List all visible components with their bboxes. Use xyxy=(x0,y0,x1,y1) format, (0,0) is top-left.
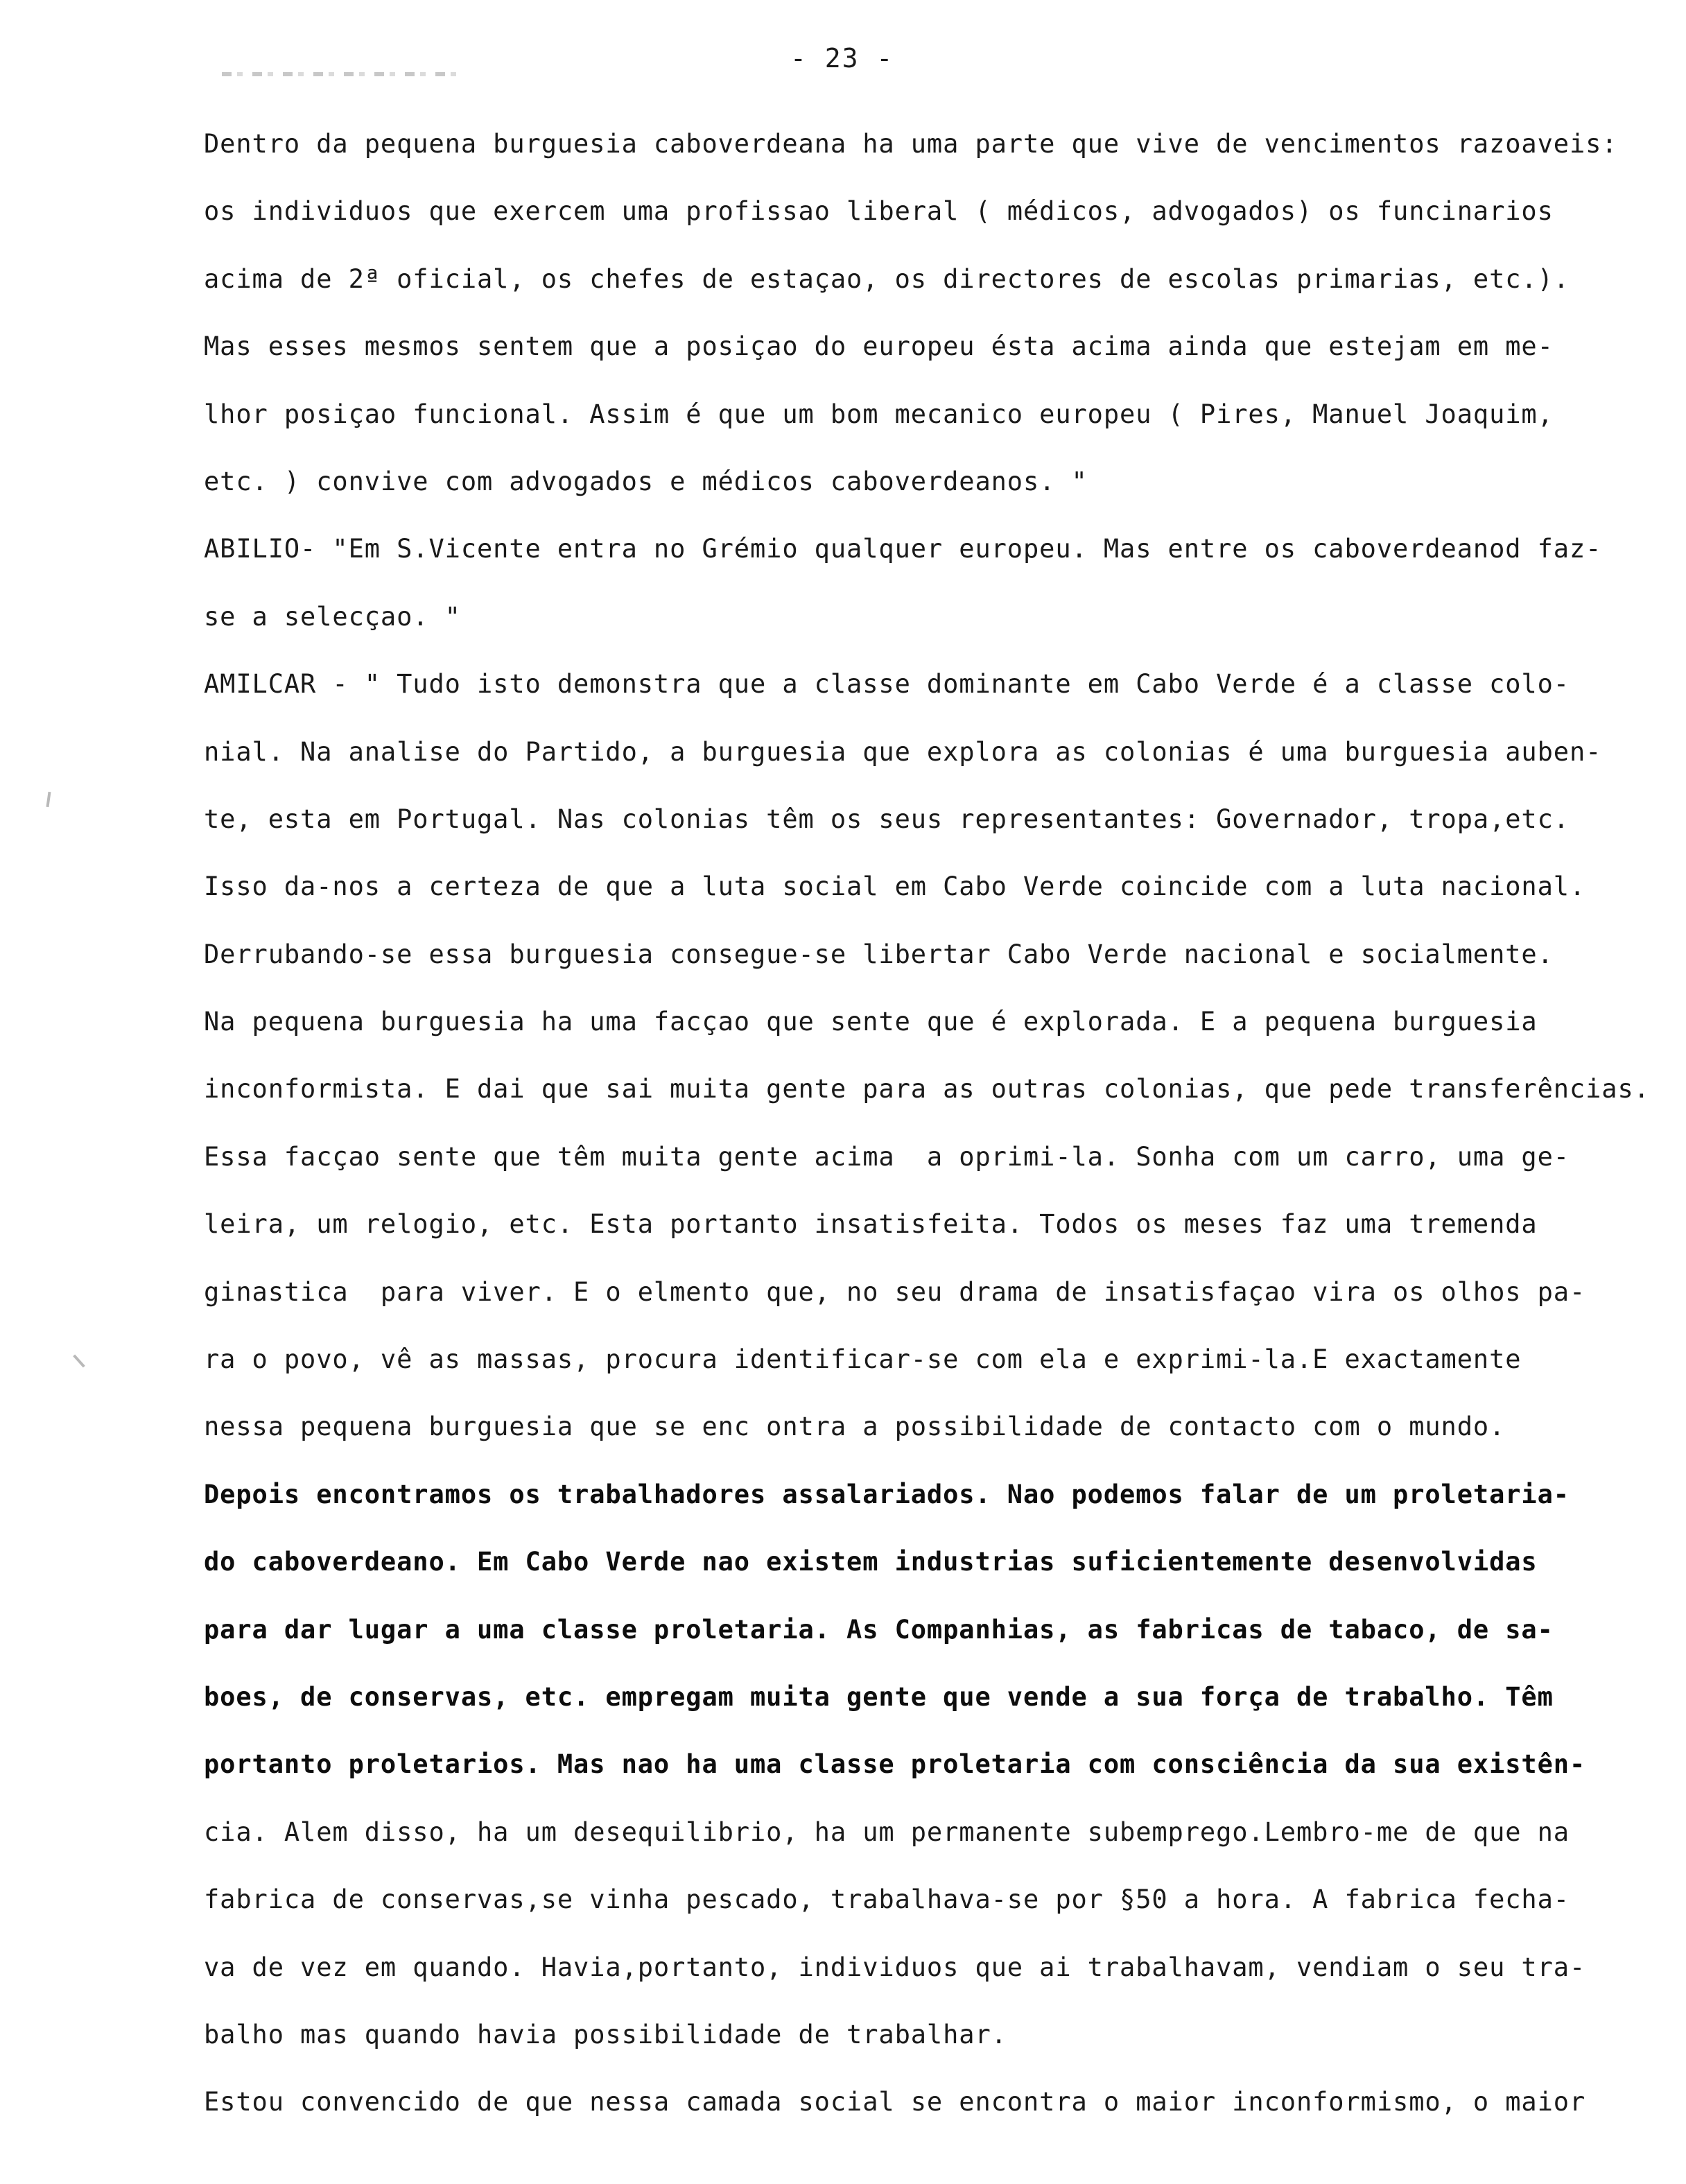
text-line: Na pequena burguesia ha uma facçao que sente que é explorada. E a pequena burguesia xyxy=(204,1007,1538,1037)
text-line: ABILIO- "Em S.Vicente entra no Grémio qualquer europeu. Mas entre os caboverdeanod faz- xyxy=(204,534,1602,564)
text-line: para dar lugar a uma classe proletaria. As Companhias, as fabricas de tabaco, de sa- xyxy=(204,1614,1554,1645)
text-line: boes, de conservas, etc. empregam muita gente que vende a sua força de trabalho. Têm xyxy=(204,1681,1554,1712)
text-line: nessa pequena burguesia que se enc ontra a possibilidade de contacto com o mundo. xyxy=(204,1412,1506,1442)
text-line: acima de 2ª oficial, os chefes de estaçao, os directores de escolas primarias, etc.). xyxy=(204,263,1570,294)
page-number: - 23 - xyxy=(790,43,894,73)
margin-pen-mark xyxy=(73,1354,85,1367)
text-line: te, esta em Portugal. Nas colonias têm os seus representantes: Governador, tropa,etc. xyxy=(204,804,1570,834)
text-line: do caboverdeano. Em Cabo Verde nao existem industrias suficientemente desenvolvidas xyxy=(204,1547,1538,1577)
text-line: Mas esses mesmos sentem que a posiçao do europeu ésta acima ainda que estejam em me- xyxy=(204,331,1554,362)
text-line: Estou convencido de que nessa camada social se encontra o maior inconformismo, o maior xyxy=(204,2087,1586,2117)
text-line: portanto proletarios. Mas nao ha uma classe proletaria com consciência da sua existên- xyxy=(204,1749,1586,1780)
margin-pen-mark xyxy=(46,792,51,807)
text-line: balho mas quando havia possibilidade de trabalhar. xyxy=(204,2019,1007,2049)
text-line: etc. ) convive com advogados e médicos caboverdeanos. " xyxy=(204,466,1088,496)
text-line: leira, um relogio, etc. Esta portanto insatisfeita. Todos os meses faz uma tremenda xyxy=(204,1209,1538,1240)
text-line: inconformista. E dai que sai muita gente para as outras colonias, que pede transferências. xyxy=(204,1074,1650,1104)
text-line: Isso da-nos a certeza de que a luta social em Cabo Verde coincide com a luta nacional. xyxy=(204,872,1586,902)
text-line: os individuos que exercem uma profissao liberal ( médicos, advogados) os funcinarios xyxy=(204,196,1554,227)
text-line: se a selecçao. " xyxy=(204,601,461,632)
text-line: lhor posiçao funcional. Assim é que um bom mecanico europeu ( Pires, Manuel Joaquim, xyxy=(204,399,1554,429)
text-line: ginastica para viver. E o elmento que, no seu drama de insatisfaçao vira os olhos pa- xyxy=(204,1276,1586,1307)
text-line: ra o povo, vê as massas, procura identificar-se com ela e exprimi-la.E exactamente xyxy=(204,1344,1522,1375)
text-line: Derrubando-se essa burguesia consegue-se libertar Cabo Verde nacional e socialmente. xyxy=(204,939,1554,969)
text-line: Essa facçao sente que têm muita gente acima a oprimi-la. Sonha com um carro, uma ge- xyxy=(204,1141,1570,1172)
text-line: AMILCAR - " Tudo isto demonstra que a classe dominante em Cabo Verde é a classe colo- xyxy=(204,669,1570,700)
text-line: nial. Na analise do Partido, a burguesia que explora as colonias é uma burguesia auben- xyxy=(204,736,1602,767)
header-smudge-mark xyxy=(222,72,458,76)
text-line: fabrica de conservas,se vinha pescado, trabalhava-se por §50 a hora. A fabrica fecha- xyxy=(204,1884,1570,1915)
text-line: Dentro da pequena burguesia caboverdeana ha uma parte que vive de vencimentos razoaveis: xyxy=(204,129,1618,159)
text-line: va de vez em quando. Havia,portanto, individuos que ai trabalhavam, vendiam o seu tra- xyxy=(204,1952,1586,1982)
typewritten-text-body xyxy=(204,130,1674,2156)
text-line: cia. Alem disso, ha um desequilibrio, ha um permanente subemprego.Lembro-me de que na xyxy=(204,1817,1570,1847)
text-line: Depois encontramos os trabalhadores assalariados. Nao podemos falar de um proletaria- xyxy=(204,1479,1570,1509)
